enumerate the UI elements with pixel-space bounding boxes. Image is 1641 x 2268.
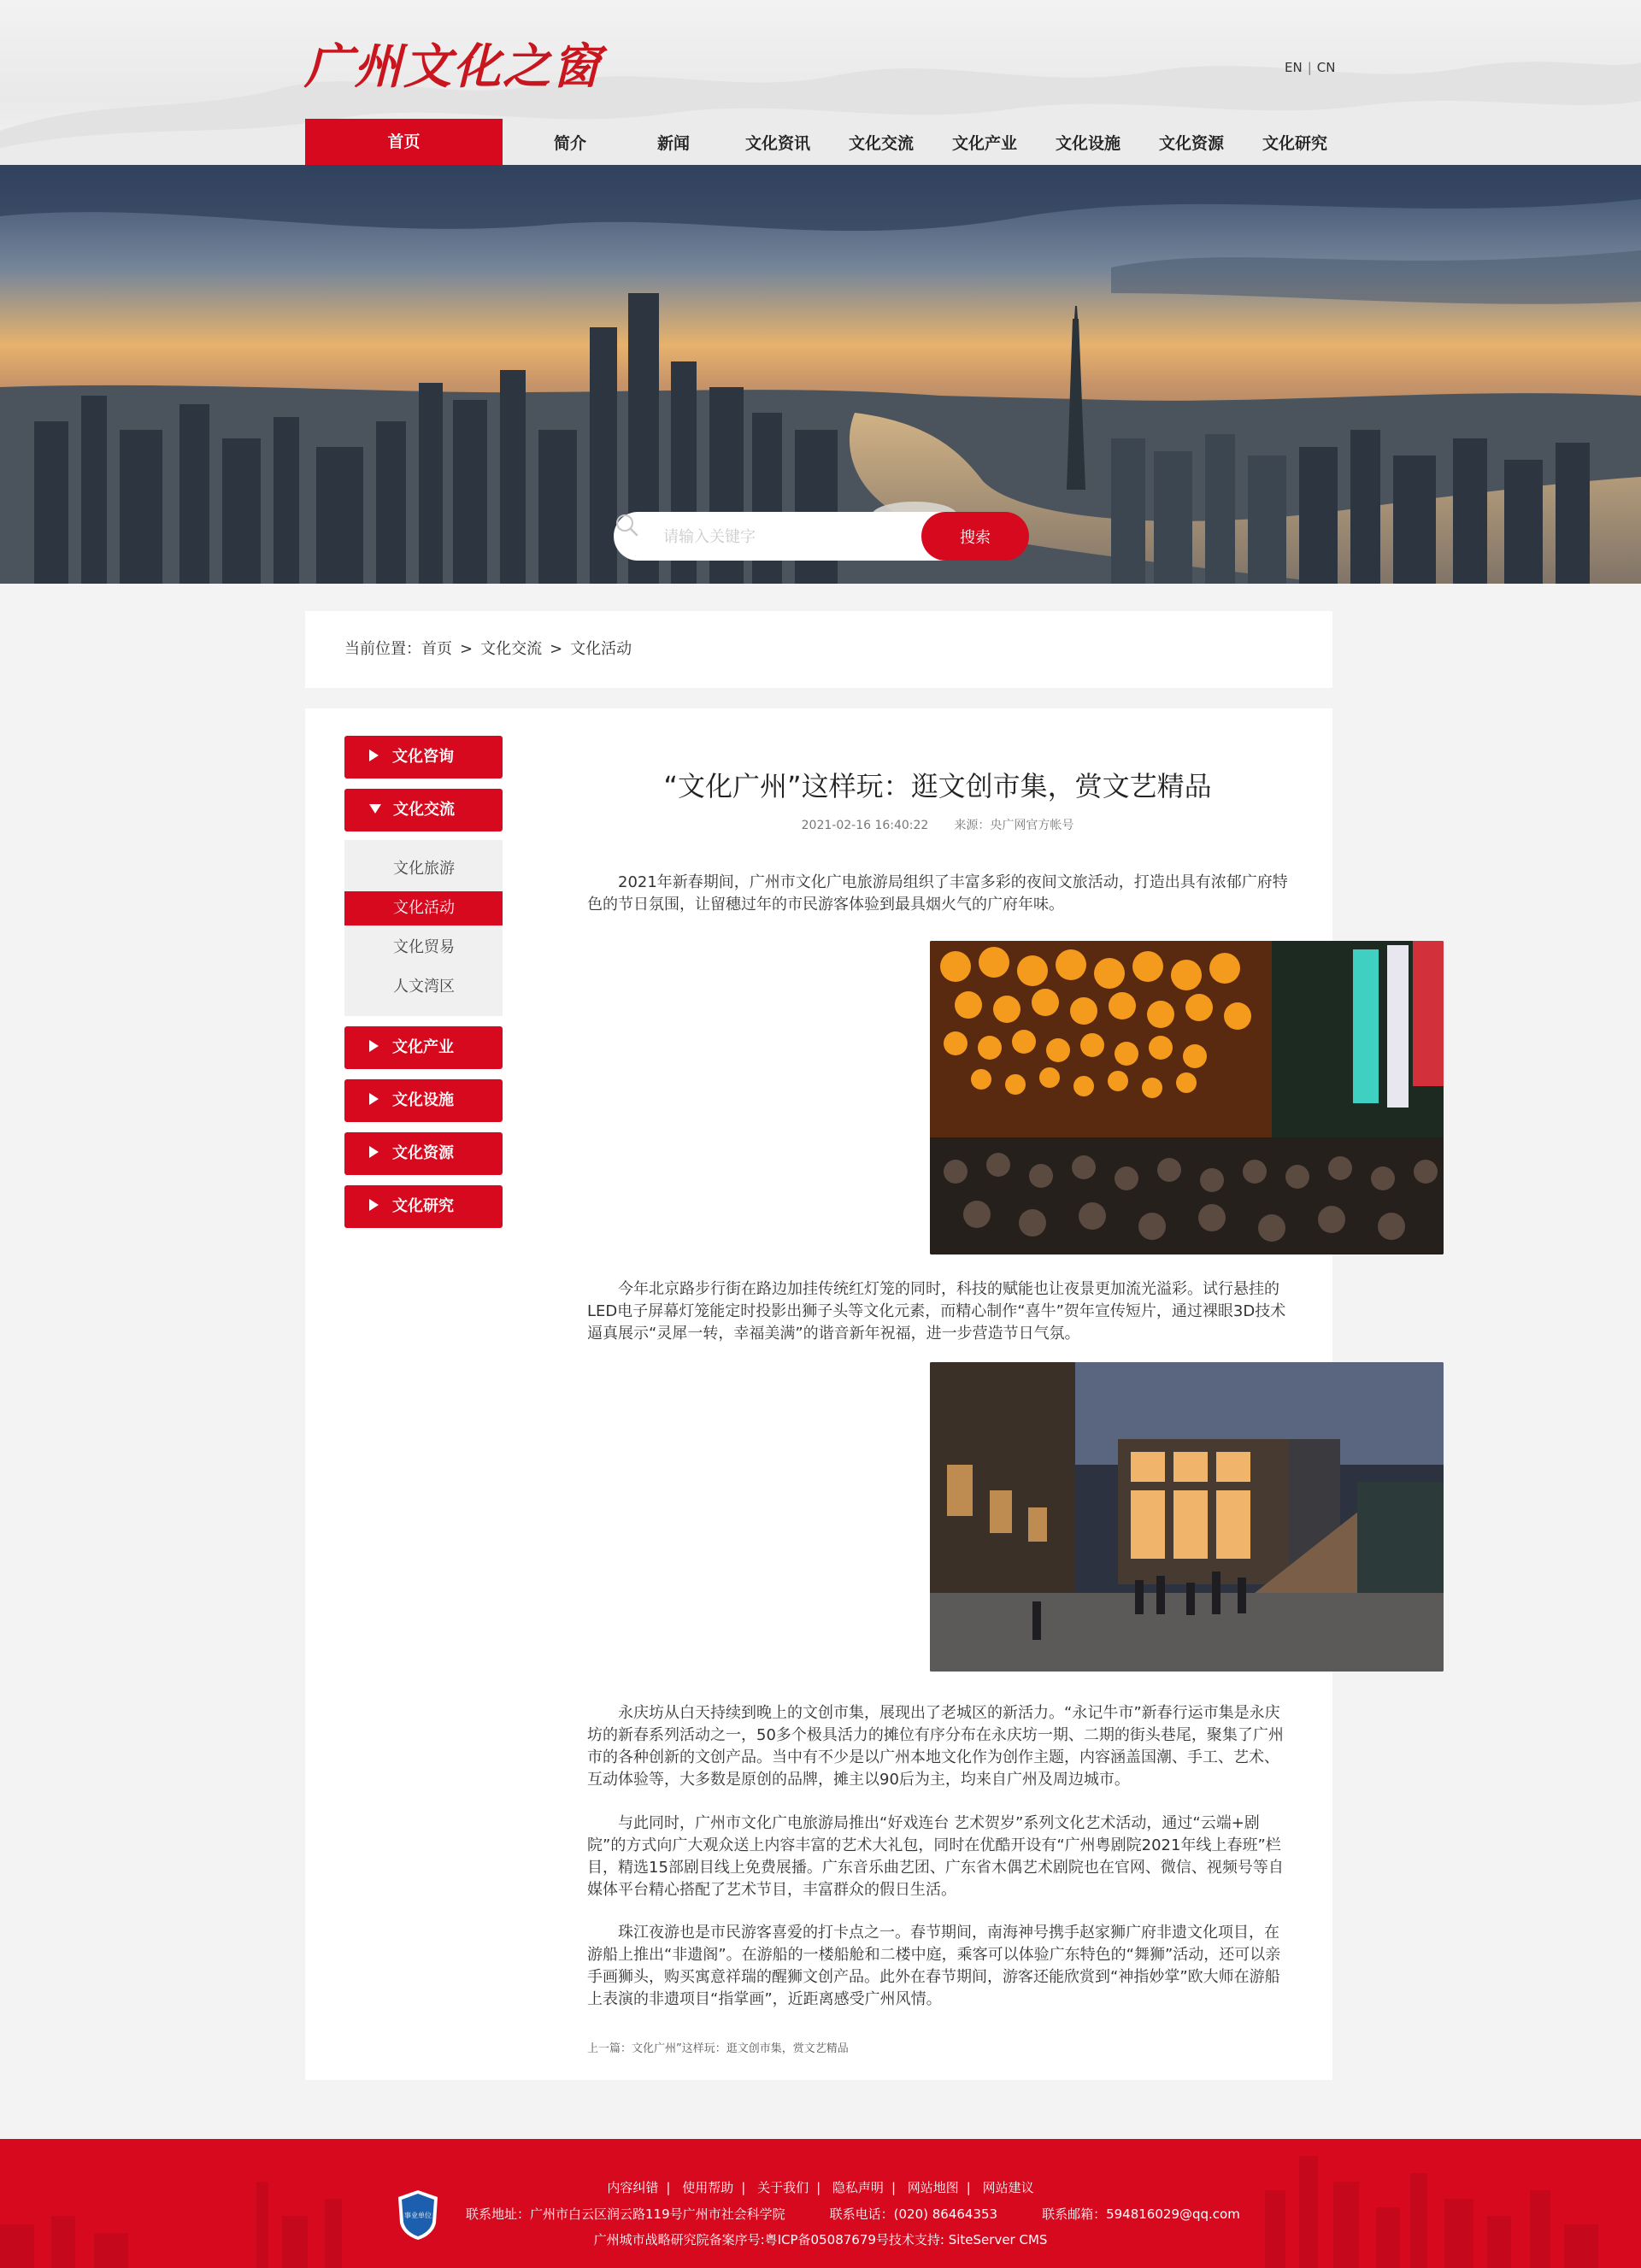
footer-icp: 广州城市战略研究院备案序号:粤ICP备05087679号技术支持: SiteServer CMS (593, 2232, 1048, 2247)
language-switcher (1285, 60, 1335, 75)
sidebar-subitem-culture-activities[interactable]: 文化活动 (344, 891, 503, 925)
main-nav (305, 119, 1333, 165)
nav-item-home[interactable]: 首页 (305, 119, 503, 165)
nav-item-culture-resources[interactable]: 文化资源 (1158, 133, 1224, 153)
sidebar-sublist (344, 840, 503, 1016)
footer-link-sitemap[interactable]: 网站地图 (907, 2180, 959, 2195)
sidebar-subitem-bay-area[interactable]: 人文湾区 (393, 978, 455, 996)
nav-item-culture-exchange[interactable]: 文化交流 (848, 133, 914, 153)
yongqingfang-photo (930, 1362, 1444, 1672)
breadcrumb-current[interactable]: 文化活动 (570, 640, 632, 658)
sidebar-item-culture-exchange[interactable]: 文化交流 (344, 789, 503, 831)
lantern-street-photo (930, 941, 1444, 1254)
footer-link-privacy[interactable]: 隐私声明 (832, 2180, 884, 2195)
nav-item-intro[interactable]: 简介 (553, 133, 586, 153)
city-banner (0, 165, 1641, 584)
breadcrumb-prefix: 当前位置： (344, 640, 421, 658)
article-paragraph: 与此同时，广州市文化广电旅游局推出“好戏连台 艺术贺岁”系列文化艺术活动，通过“云端+剧院”的方式向广大观众送上内容丰富的艺术大礼包，同时在优酷开设有“广州粤剧院2021年线上春班”栏目，精选15部剧目线上免费展播。广东音乐曲艺团、广东省木偶艺术剧院也在官网、微信、视频号等自媒体平台精心搭配了艺术节目，丰富群众的假日生活。 (587, 1814, 1284, 1899)
triangle-down-icon (369, 804, 381, 814)
sidebar-item-culture-resources[interactable]: 文化资源 (344, 1132, 503, 1175)
article-date: 2021-02-16 16:40:22 (801, 819, 929, 832)
lang-separator: | (1307, 60, 1312, 75)
sidebar (344, 736, 503, 1238)
search-box (614, 512, 956, 561)
search-input[interactable] (663, 524, 937, 549)
sidebar-subitem-culture-tourism[interactable]: 文化旅游 (393, 860, 455, 878)
footer-link-help[interactable]: 使用帮助 (682, 2180, 734, 2195)
lang-cn-link[interactable]: CN (1316, 60, 1336, 75)
footer-address: 联系地址：广州市白云区润云路119号广州市社会科学院 (466, 2206, 785, 2222)
lang-en-link[interactable]: EN (1285, 60, 1303, 75)
breadcrumb (305, 611, 1332, 688)
prev-article-link[interactable]: 上一篇：文化广州”这样玩：逛文创市集，赏文艺精品 (587, 2042, 849, 2055)
sidebar-item-culture-industry[interactable]: 文化产业 (344, 1026, 503, 1069)
footer-contact (466, 2205, 1285, 2223)
footer-link-suggestions[interactable]: 网站建议 (982, 2180, 1034, 2195)
footer-link-error-report[interactable]: 内容纠错 (607, 2180, 659, 2195)
triangle-right-icon (369, 1146, 379, 1158)
search-button[interactable]: 搜索 (921, 512, 1029, 561)
search-icon (614, 512, 639, 538)
breadcrumb-home-link[interactable]: 首页 (421, 640, 452, 658)
sidebar-item-culture-research[interactable]: 文化研究 (344, 1185, 503, 1228)
triangle-right-icon (369, 1040, 379, 1052)
article-paragraph: 今年北京路步行街在路边加挂传统红灯笼的同时，科技的赋能也让夜景更加流光溢彩。试行悬挂的LED电子屏幕灯笼能定时投影出狮子头等文化元素，而精心制作“喜牛”贺年宣传短片，通过裸眼3D技术逼真展示“灵犀一转，幸福美满”的谐音新年祝福，进一步营造节日气氛。 (587, 1280, 1286, 1343)
breadcrumb-culture-exchange-link[interactable]: 文化交流 (480, 640, 543, 658)
site-footer (0, 2139, 1641, 2268)
search-bar (614, 512, 1029, 561)
article-source: 来源：央广网官方帐号 (954, 819, 1074, 832)
nav-item-news[interactable]: 新闻 (656, 133, 690, 153)
site-logo[interactable]: 广州文化之窗 (304, 38, 602, 95)
triangle-right-icon (369, 1199, 379, 1211)
sidebar-item-culture-consult[interactable]: 文化咨询 (344, 736, 503, 779)
article-paragraph: 2021年新春期间，广州市文化广电旅游局组织了丰富多彩的夜间文旅活动，打造出具有浓郁广府特色的节日氛围，让留穗过年的市民游客体验到最具烟火气的广府年味。 (587, 873, 1288, 914)
footer-email: 联系邮箱：594816029@qq.com (1042, 2206, 1240, 2222)
footer-links: 内容纠错 | 使用帮助 | 关于我们 | 隐私声明 | 网站地图 | 网站建议 (607, 2180, 1034, 2195)
nav-item-culture-industry[interactable]: 文化产业 (951, 133, 1017, 153)
content-card (305, 708, 1332, 2080)
triangle-right-icon (369, 1093, 379, 1105)
article-paragraph: 永庆坊从白天持续到晚上的文创市集，展现出了老城区的新活力。“永记牛市”新春行运市集是永庆坊的新春系列活动之一，50多个极具活力的摊位有序分布在永庆坊一期、二期的街头巷尾，聚集了广州市的各种创新的文创产品。当中有不少是以广州本地文化作为创作主题，内容涵盖国潮、手工、艺术、互动体验等，大多数是原创的品牌，摊主以90后为主，均来自广州及周边城市。 (587, 1704, 1284, 1789)
triangle-right-icon (369, 749, 379, 761)
footer-link-about[interactable]: 关于我们 (757, 2180, 809, 2195)
breadcrumb-separator: > (460, 640, 473, 658)
nav-item-culture-facilities[interactable]: 文化设施 (1055, 133, 1120, 153)
article-paragraph: 珠江夜游也是市民游客喜爱的打卡点之一。春节期间，南海神号携手赵家狮广府非遗文化项目，在游船上推出“非遗阁”。在游船的一楼船舱和二楼中庭，乘客可以体验广东特色的“舞狮”活动，还可以亲手画狮头，购买寓意祥瑞的醒狮文创产品。此外在春节期间，游客还能欣赏到“神指妙掌”欧大师在游船上表演的非遗项目“指掌画”，近距离感受广州风情。 (587, 1924, 1281, 2008)
footer-skyline (0, 2139, 1641, 2268)
nav-item-culture-research[interactable]: 文化研究 (1262, 133, 1327, 153)
footer-phone: 联系电话：(020) 86464353 (829, 2206, 998, 2222)
site-header (0, 0, 1641, 165)
svg-text:事业单位: 事业单位 (404, 2212, 432, 2219)
sidebar-item-culture-facilities[interactable]: 文化设施 (344, 1079, 503, 1122)
breadcrumb-separator: > (550, 640, 563, 658)
nav-item-culture-info[interactable]: 文化资讯 (744, 133, 810, 153)
article-meta (587, 816, 1288, 833)
sidebar-subitem-culture-trade[interactable]: 文化贸易 (393, 938, 455, 956)
article-title: “文化广州”这样玩：逛文创市集，赏文艺精品 (663, 770, 1212, 802)
